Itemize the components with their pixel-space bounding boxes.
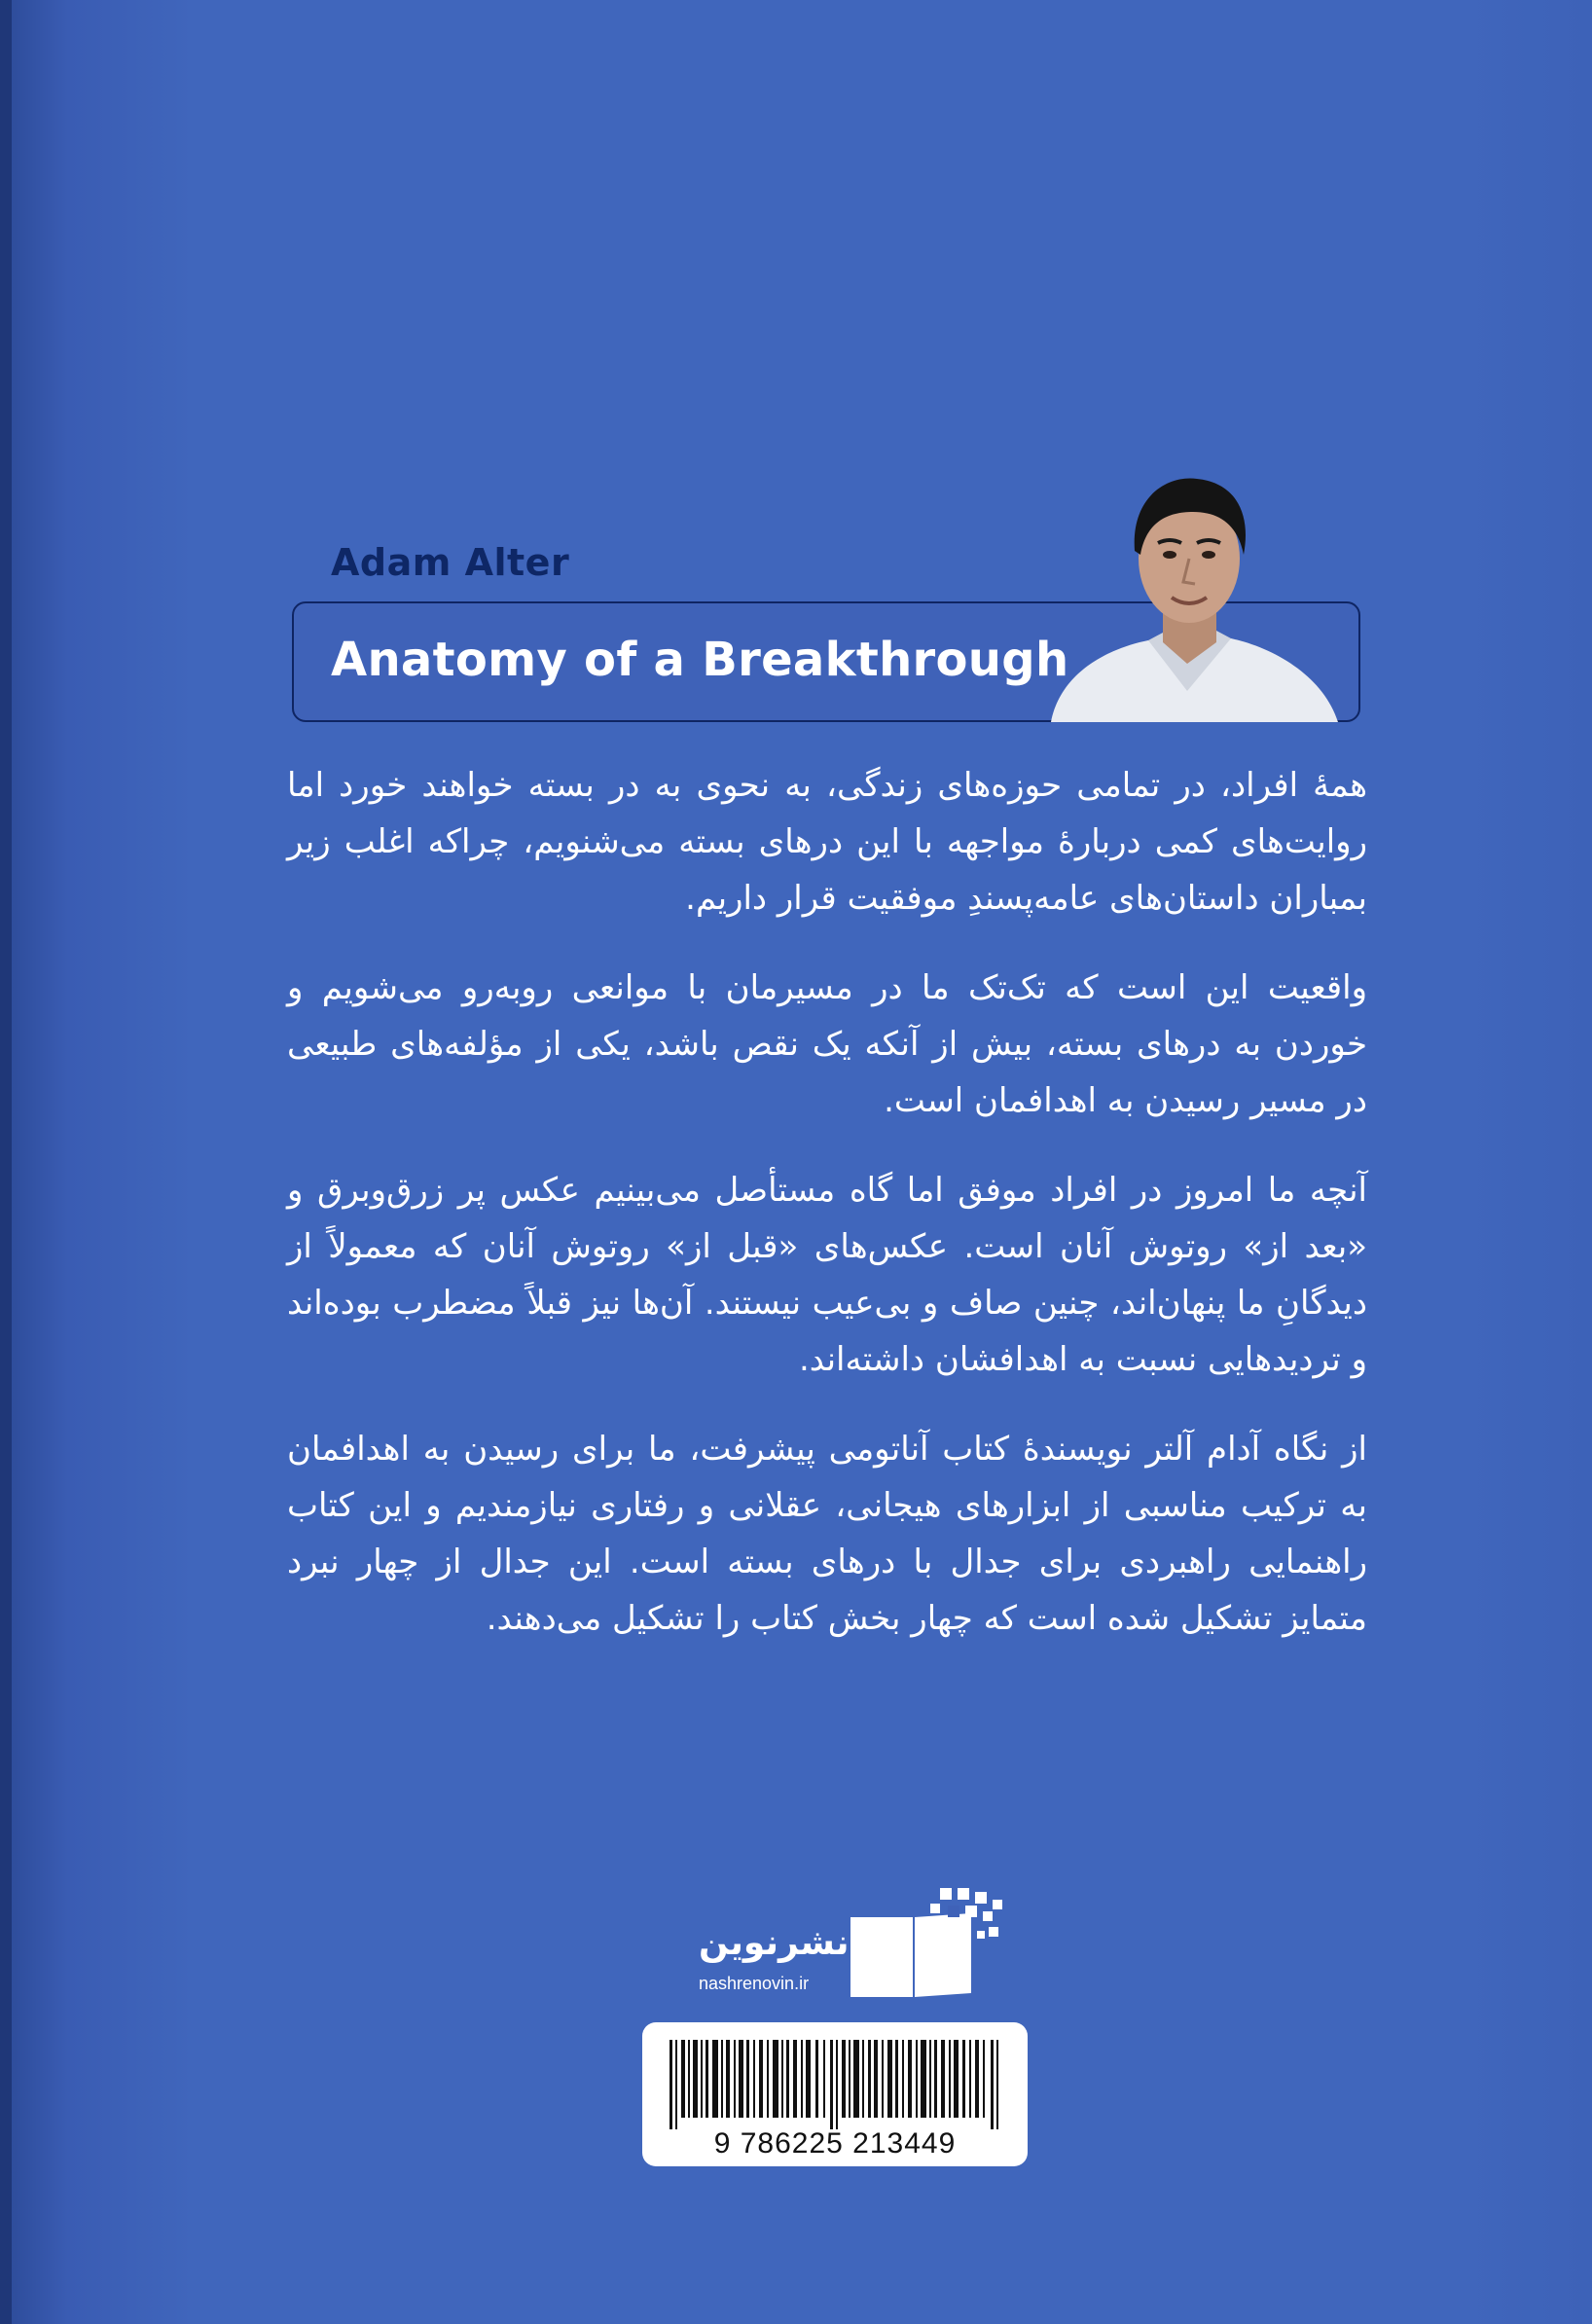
blurb-paragraph: همهٔ افراد، در تمامی حوزه‌های زندگی، به نحوی به در بسته خواهند خورد اما روایت‌های کمی دربارهٔ مواجهه با این درهای بسته می‌شنویم، چراکه اغلب زیر بمباران داستان‌های عامه‌پسندِ موفقیت قرار داریم.: [287, 766, 1367, 918]
spine-edge: [0, 0, 12, 2324]
book-title: Anatomy of a Breakthrough: [331, 633, 1069, 687]
isbn-number: 9 786225 213449: [713, 2127, 957, 2160]
author-name: Adam Alter: [331, 541, 570, 584]
blurb-paragraph: از نگاه آدام آلتر نویسندهٔ کتاب آناتومی پیشرفت، ما برای رسیدن به اهدافمان به ترکیب مناسبی از ابزارهای هیجانی، عقلانی و رفتاری نیازمندیم و این کتاب راهنمایی راهبردی برای جدال با درهای بسته است. این جدال از چهار نبرد متمایز تشکیل شده است که چهار بخش کتاب را تشکیل می‌دهند.: [287, 1430, 1367, 1638]
barcode-label: [642, 2022, 1028, 2166]
publisher-url: nashrenovin.ir: [699, 1974, 810, 1993]
blurb: [287, 757, 1367, 1680]
author-portrait: [1022, 457, 1353, 722]
blurb-paragraph: آنچه ما امروز در افراد موفق اما گاه مستأصل می‌بینیم عکس پر زرق‌وبرق و «بعد از» روتوش آنان است. عکس‌های «قبل از» روتوش آنان که معمولاً از دیدگانِ ما پنهان‌اند، چنین صاف و بی‌عیب نیستند. آن‌ها نیز قبلاً مضطرب بوده‌اند و تردیدهایی نسبت به اهدافشان داشته‌اند.: [287, 1171, 1367, 1379]
blurb-paragraph: واقعیت این است که تک‌تک ما در مسیرمان با موانعی روبه‌رو می‌شویم و خوردن به درهای بسته، بیش از آنکه یک نقص باشد، یکی از مؤلفه‌های طبیعی در مسیر رسیدن به اهدافمان است.: [287, 968, 1367, 1120]
publisher-name: نشرنوین: [699, 1923, 850, 1963]
barcode-icon: [669, 2040, 1000, 2129]
